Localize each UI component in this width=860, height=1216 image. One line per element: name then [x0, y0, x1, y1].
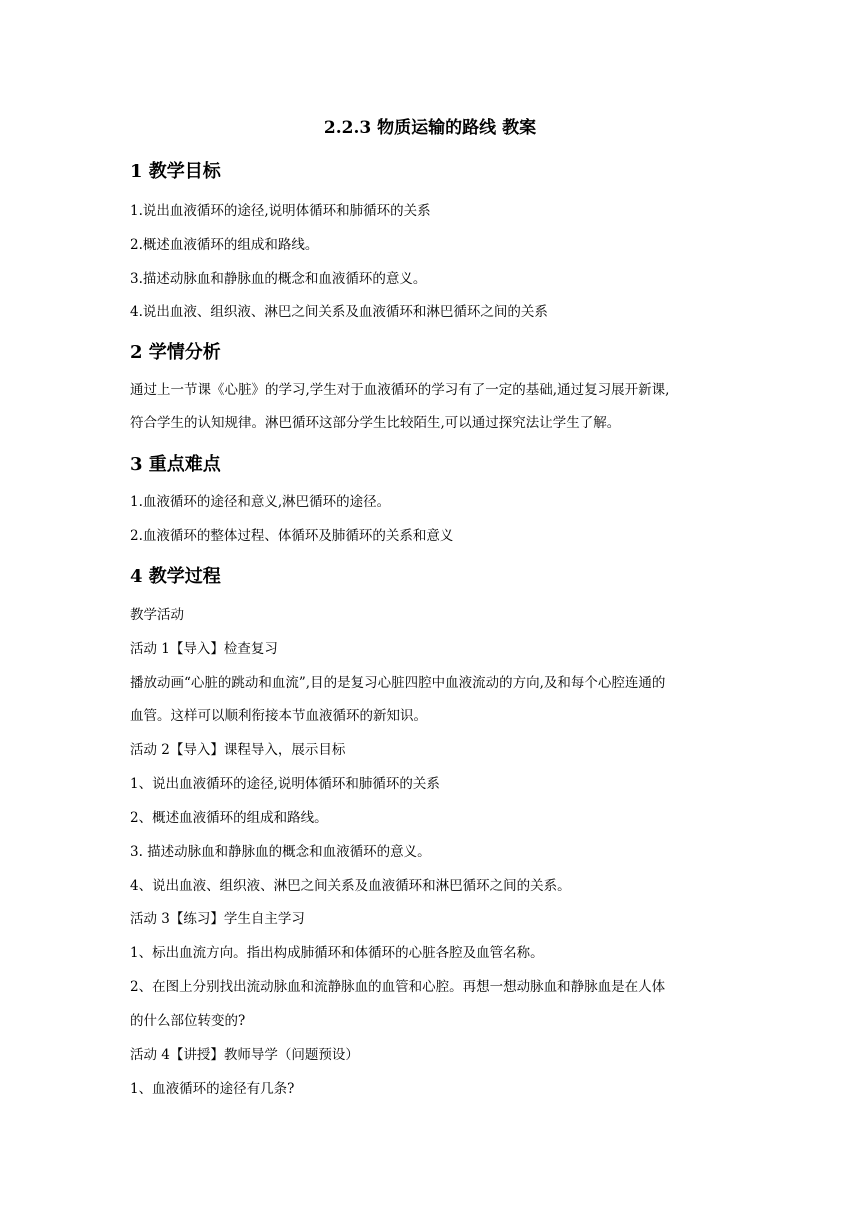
- section-heading-teaching-process: 4 教学过程: [130, 566, 221, 587]
- section-heading-key-points: 3 重点难点: [130, 454, 221, 475]
- section-heading-learner-analysis: 2 学情分析: [130, 342, 221, 363]
- process-line-15: 1、血液循环的途径有几条?: [130, 1081, 295, 1097]
- process-line-5: 活动 2【导入】课程导入，展示目标: [130, 742, 346, 758]
- process-line-3: 播放动画“心脏的跳动和血流”,目的是复习心脏四腔中血液流动的方向,及和每个心腔连通的: [130, 675, 666, 691]
- process-line-12: 2、在图上分别找出流动脉血和流静脉血的血管和心腔。再想一想动脉血和静脉血是在人体: [130, 979, 666, 995]
- process-line-13: 的什么部位转变的?: [130, 1013, 246, 1029]
- process-line-6: 1、说出血液循环的途径,说明体循环和肺循环的关系: [130, 776, 440, 792]
- objective-line-3: 3.描述动脉血和静脉血的概念和血液循环的意义。: [130, 271, 427, 287]
- key-point-line-1: 1.血液循环的途径和意义,淋巴循环的途径。: [130, 494, 391, 510]
- process-line-4: 血管。这样可以顺利衔接本节血液循环的新知识。: [130, 708, 427, 724]
- document-title: 2.2.3 物质运输的路线 教案: [323, 118, 537, 138]
- process-line-7: 2、概述血液循环的组成和路线。: [130, 810, 328, 826]
- section-heading-objectives: 1 教学目标: [130, 161, 221, 182]
- objective-line-2: 2.概述血液循环的组成和路线。: [130, 237, 319, 253]
- analysis-line-1: 通过上一节课《心脏》的学习,学生对于血液循环的学习有了一定的基础,通过复习展开新课,: [130, 382, 670, 398]
- process-line-1: 教学活动: [130, 607, 184, 623]
- process-line-8: 3. 描述动脉血和静脉血的概念和血液循环的意义。: [130, 844, 431, 860]
- analysis-line-2: 符合学生的认知规律。淋巴循环这部分学生比较陌生,可以通过探究法让学生了解。: [130, 415, 621, 431]
- objective-line-1: 1.说出血液循环的途径,说明体循环和肺循环的关系: [130, 203, 431, 219]
- process-line-14: 活动 4【讲授】教师导学（问题预设）: [130, 1047, 359, 1063]
- objective-line-4: 4.说出血液、组织液、淋巴之间关系及血液循环和淋巴循环之间的关系: [130, 304, 548, 320]
- process-line-9: 4、说出血液、组织液、淋巴之间关系及血液循环和淋巴循环之间的关系。: [130, 878, 571, 894]
- process-line-11: 1、标出血流方向。指出构成肺循环和体循环的心脏各腔及血管名称。: [130, 945, 544, 961]
- process-line-2: 活动 1【导入】检查复习: [130, 641, 278, 657]
- key-point-line-2: 2.血液循环的整体过程、体循环及肺循环的关系和意义: [130, 528, 454, 544]
- process-line-10: 活动 3【练习】学生自主学习: [130, 911, 305, 927]
